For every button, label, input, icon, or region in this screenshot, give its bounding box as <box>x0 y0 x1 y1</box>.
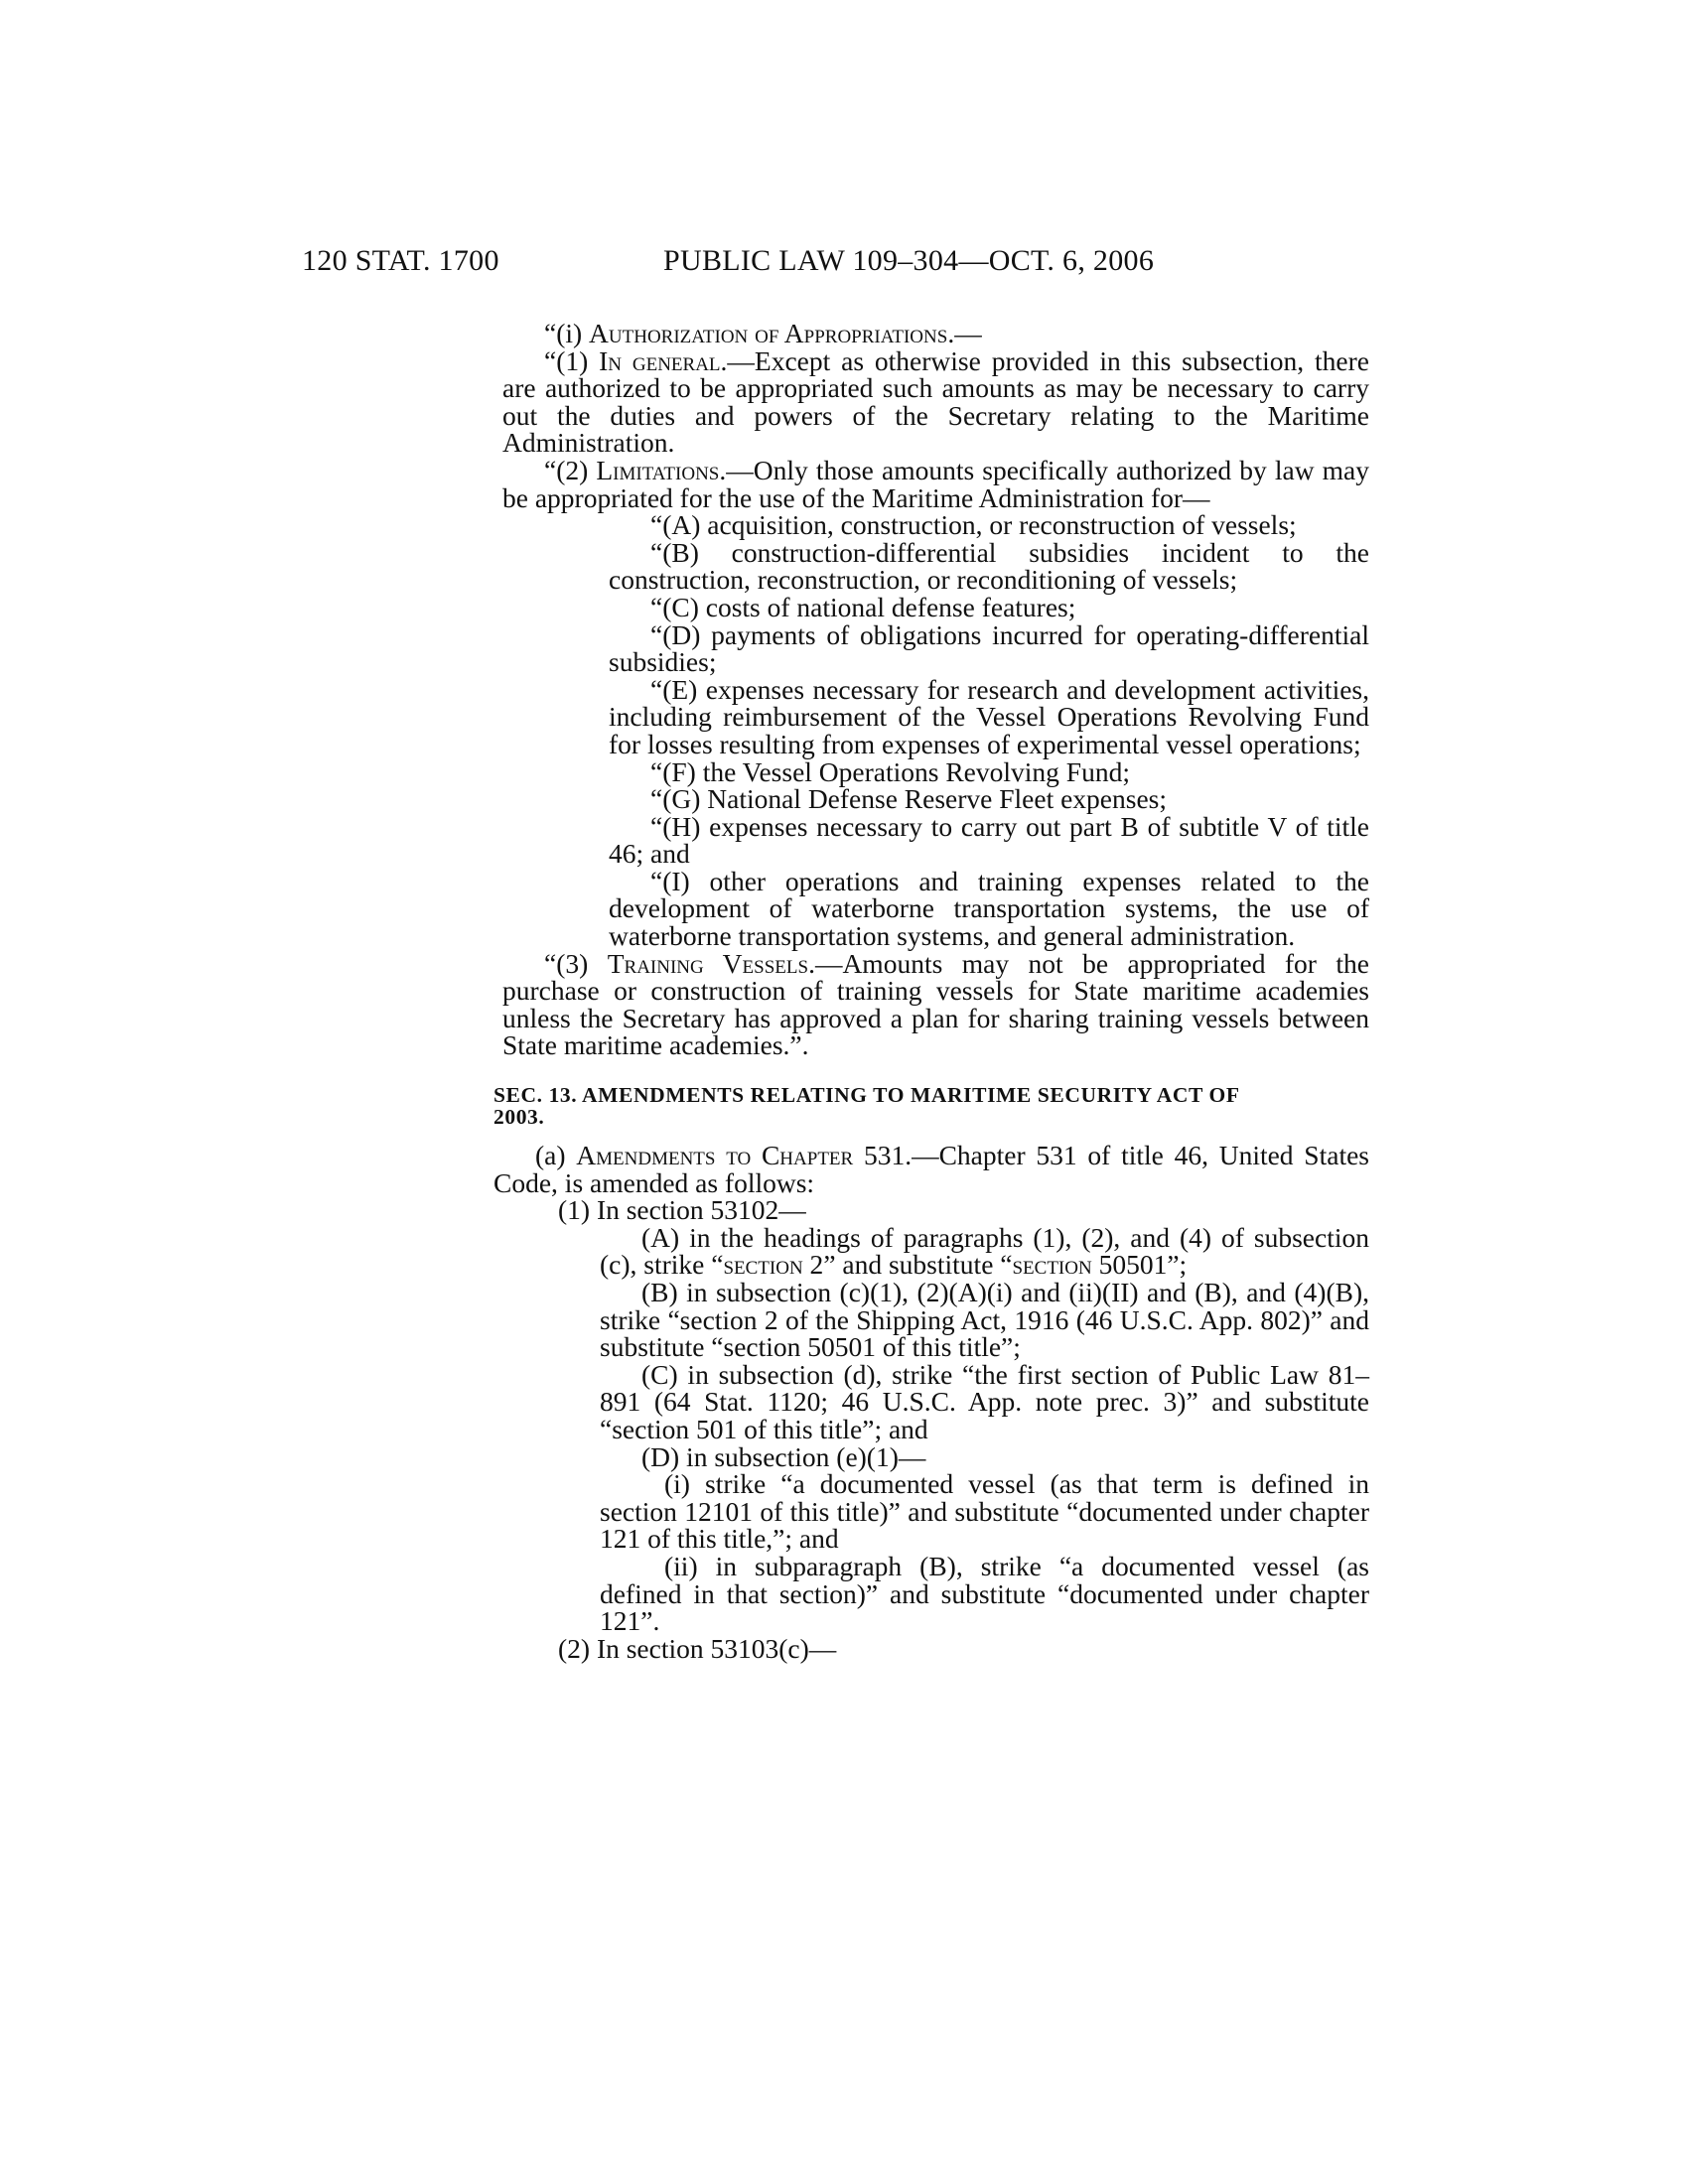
subsection-i-label: “(i) <box>544 318 590 348</box>
section-13-block <box>493 1084 1369 1662</box>
document-body <box>493 318 1369 1664</box>
section-year: 2003. <box>493 1105 545 1130</box>
item-1-a-text-start: (A) in the headings of paragraphs (1), (2), and (4) of subsection (c), strike “ <box>600 1221 1369 1281</box>
subsection-a-heading: Amendments to Chapter 531 <box>576 1140 906 1171</box>
paragraph-2-label: “(2) <box>544 454 597 485</box>
paragraph-3-label: “(3) <box>544 947 608 979</box>
item-1-c: (C) in subsection (d), strike “the first section of Public Law 81–891 (64 Stat. 1120; 46 U.S.C. App. note prec. 3)” and substitute “section 501 of this title”; and <box>600 1358 1369 1444</box>
paragraph-3 <box>502 947 1369 1061</box>
item-c: “(C) costs of national defense features; <box>650 591 1076 622</box>
item-h: “(H) expenses necessary to carry out part B of subtitle V of title 46; and <box>609 810 1369 870</box>
item-1-d: (D) in subsection (e)(1)— <box>641 1440 926 1472</box>
paragraph-2 <box>502 454 1369 513</box>
section-title: SEC. 13. AMENDMENTS RELATING TO MARITIME SECURITY ACT OF <box>493 1083 1240 1108</box>
paragraph-1 <box>502 344 1369 459</box>
item-1-a-text-mid: ” and substitute “ <box>823 1249 1013 1281</box>
subsection-i-heading <box>502 320 1369 347</box>
item-1-a-old-heading: section 2 <box>723 1249 824 1281</box>
item-1-a <box>493 1221 1369 1281</box>
item-1-a-new-heading: section 50501 <box>1012 1249 1168 1281</box>
item-b: “(B) construction-differential subsidies incident to the construction, reconstruction, or reconditioning of vessels; <box>609 536 1369 596</box>
subsection-i-dash: .— <box>947 318 982 348</box>
paragraph-1-text: .—Except as otherwise provided in this subsection, there are authorized to be appropriated such amounts as may be necessary to carry out the duties and powers of the Secretary relating to the Maritime Administration. <box>502 344 1369 459</box>
item-1-a-text-end: ”; <box>1167 1249 1188 1281</box>
item-1-d-i: (i) strike “a documented vessel (as that term is defined in section 12101 of this title)” and substitute “documented under chapter 121 of this title,”; and <box>600 1468 1369 1555</box>
subsection-a-text: .—Chapter 531 of title 46, United States Code, is amended as follows: <box>493 1140 1369 1198</box>
paragraph-3-heading: Training Vessels <box>607 947 809 979</box>
subsection-a-label: (a) <box>535 1140 577 1171</box>
subsection-a <box>493 1142 1369 1196</box>
section-heading <box>493 1084 1369 1128</box>
paragraph-1-label: “(1) <box>544 344 600 376</box>
item-f: “(F) the Vessel Operations Revolving Fund; <box>650 755 1130 787</box>
item-i: “(I) other operations and training expenses related to the development of waterborne transportation systems, the use of waterborne transportation systems, and general administration. <box>609 865 1369 952</box>
item-d: “(D) payments of obligations incurred for operating-differential subsidies; <box>609 618 1369 678</box>
subsection-i-title: Authorization of Appropriations <box>589 318 948 348</box>
running-header: PUBLIC LAW 109–304—OCT. 6, 2006 <box>663 244 1155 277</box>
item-2: (2) In section 53103(c)— <box>558 1632 837 1664</box>
item-g: “(G) National Defense Reserve Fleet expenses; <box>650 783 1168 815</box>
item-1: (1) In section 53102— <box>558 1194 806 1226</box>
paragraph-2-text: .—Only those amounts specifically authorized by law may be appropriated for the use of the Maritime Administration for— <box>502 454 1369 513</box>
page-stat-citation: 120 STAT. 1700 <box>302 244 499 277</box>
item-1-b: (B) in subsection (c)(1), (2)(A)(i) and (ii)(II) and (B), and (4)(B), strike “section 2 of the Shipping Act, 1916 (46 U.S.C. App. 802)” and substitute “section 50501 of this title”; <box>600 1277 1369 1363</box>
item-e: “(E) expenses necessary for research and development activities, including reimbursement of the Vessel Operations Revolving Fund for losses resulting from expenses of experimental vessel operations; <box>609 673 1369 759</box>
item-a: “(A) acquisition, construction, or reconstruction of vessels; <box>650 509 1297 541</box>
item-1-d-ii: (ii) in subparagraph (B), strike “a documented vessel (as defined in that section)” and substitute “documented under chapter 121”. <box>600 1550 1369 1637</box>
paragraph-2-heading: Limitations <box>596 454 720 485</box>
paragraph-1-heading: In general <box>599 344 721 376</box>
paragraph-3-text: .—Amounts may not be appropriated for the purchase or construction of training vessels for State maritime academies unless the Secretary has approved a plan for sharing training vessels between State maritime academies.”. <box>502 947 1369 1061</box>
